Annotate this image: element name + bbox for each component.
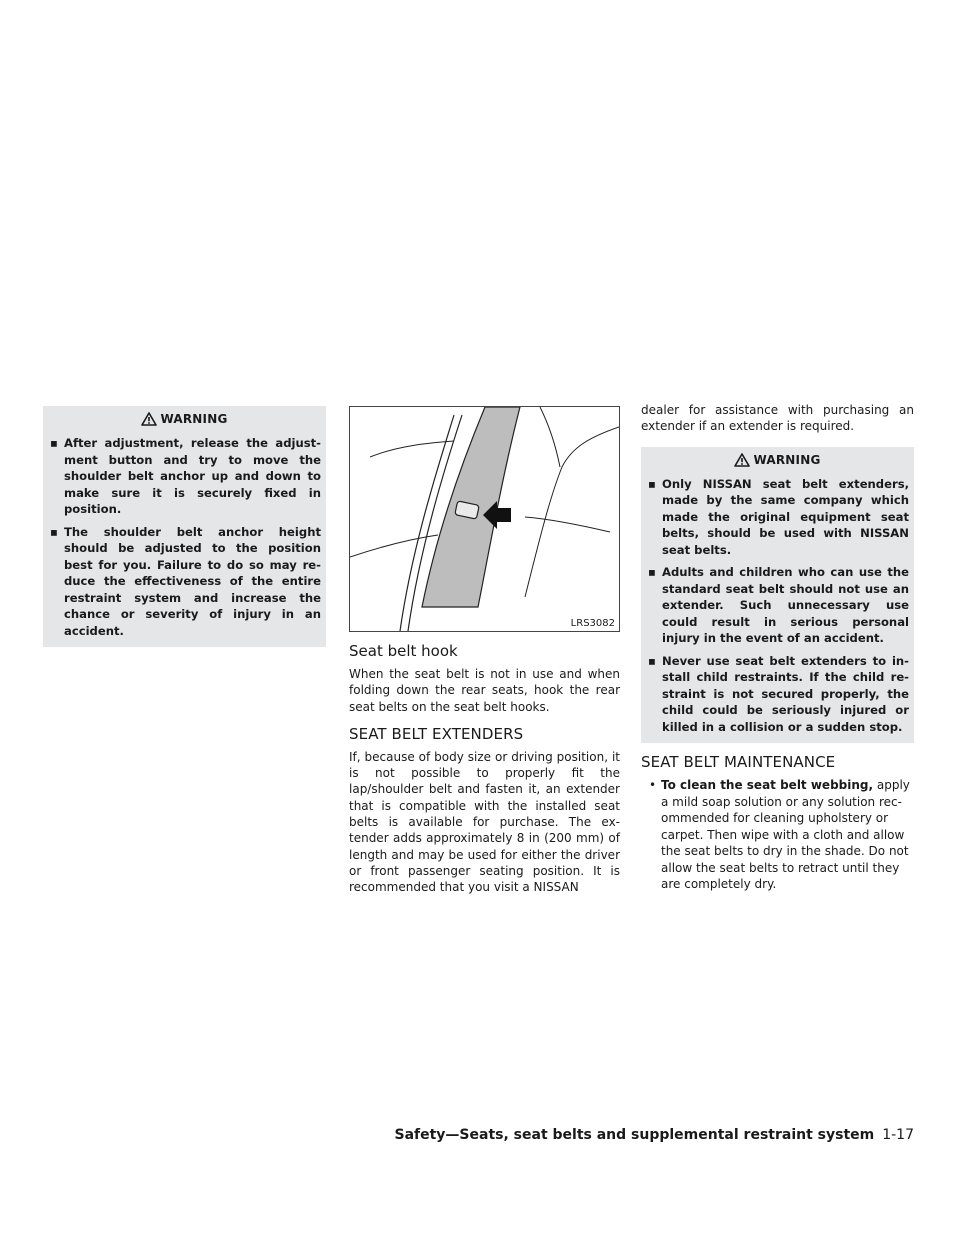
warning-label: WARNING: [160, 412, 228, 426]
warning-header: [48, 409, 321, 429]
warning-triangle-icon: [141, 412, 157, 426]
seat-belt-hook-heading: Seat belt hook: [349, 642, 458, 660]
warning-box-1: [43, 406, 326, 647]
seat-belt-hook-text: When the seat belt is not in use and when folding down the rear seats, hook the rear seat belts on the seat belt hooks.: [349, 667, 620, 714]
page-number: 1-17: [882, 1127, 914, 1143]
column-2: [349, 406, 620, 896]
extenders-text-continued: dealer for assistance with purchasing an extender if an extender is required.: [641, 403, 914, 434]
warning-item: ▪ The shoulder belt anchor height should be adjusted to the position best for you. Failure to do so may re-duce the effectiveness of the entire restraint system and increase the chance or severity of injury in an accident.: [50, 524, 321, 638]
warning-item: ▪ After adjustment, release the adjust-ment button and try to move the shoulder belt anchor up and down to make sure it is securely fixed in position.: [50, 436, 321, 516]
warning-triangle-icon: [734, 453, 750, 467]
warning-item: ▪ Never use seat belt extenders to in-stall child restraints. If the child re-straint is not secured properly, the child could be seriously injured or killed in a collision or a sudden stop.: [648, 653, 909, 734]
maintenance-item: • To clean the seat belt webbing, apply a mild soap solution or any solution rec-ommended for cleaning upholstery or carpet. Then wipe with a cloth and allow the seat belts to dry in the shade. Do not allow the seat belts to retract until they are completely dry.: [649, 778, 910, 892]
seat-belt-hook-figure: [349, 406, 620, 632]
warning-label: WARNING: [753, 452, 821, 467]
warning-box-2: [641, 447, 914, 744]
column-1: [43, 406, 326, 647]
warning-header: [646, 450, 909, 470]
seat-belt-illustration: [350, 407, 619, 631]
maintenance-heading: SEAT BELT MAINTENANCE: [641, 753, 836, 772]
warning-item: ▪ Only NISSAN seat belt extenders, made by the same company which made the original equipment seat belts, should be used with NISSAN seat belts.: [648, 476, 909, 557]
figure-id: LRS3082: [570, 618, 615, 629]
page-footer: [0, 1127, 914, 1143]
column-3: [641, 403, 914, 893]
warning-item: ▪ Adults and children who can use the standard seat belt should not use an extender. Such unnecessary use could result in serious personal injury in the event of an accident.: [648, 565, 909, 646]
extenders-text: If, because of body size or driving position, it is not possible to properly fit the lap/shoulder belt and fasten it, an extender that is compatible with the installed seat belts is available for purchase. The ex-tender adds approximately 8 in (200 mm) of length and may be used for either the driver or front passenger seating position. It is recommended that you visit a NISSAN: [349, 749, 620, 895]
chapter-title: Safety—Seats, seat belts and supplemental restraint system: [394, 1127, 875, 1143]
extenders-heading: SEAT BELT EXTENDERS: [349, 724, 524, 743]
